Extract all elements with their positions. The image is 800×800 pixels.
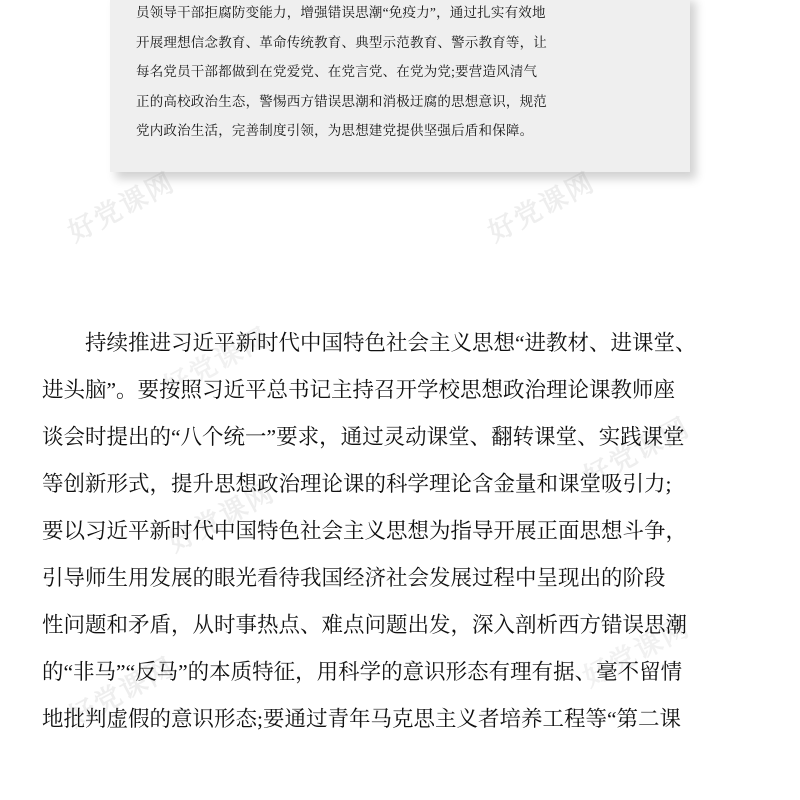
body-line: 谈会时提出的“八个统一”要求，通过灵动课堂、翻转课堂、实践课堂 bbox=[42, 425, 685, 449]
watermark: 好党课网 bbox=[578, 611, 695, 693]
body-line: 的“非马”“反马”的本质特征，用科学的意识形态有理有据、毫不留情 bbox=[42, 660, 683, 684]
watermark: 好党课网 bbox=[158, 321, 275, 403]
body-line: 性问题和矛盾，从时事热点、难点问题出发，深入剖析西方错误思潮 bbox=[42, 613, 688, 637]
body-line: 地批判虚假的意识形态;要通过青年马克思主义者培养工程等“第二课 bbox=[42, 707, 682, 730]
watermark: 好党课网 bbox=[483, 166, 600, 248]
body-line: 等创新形式，提升思想政治理论课的科学理论含金量和课堂吸引力; bbox=[42, 472, 672, 496]
document-body bbox=[42, 320, 758, 730]
inset-quote-card bbox=[110, 0, 690, 172]
watermark: 好党课网 bbox=[63, 651, 180, 733]
card-line: 正的高校政治生态，警惕西方错误思潮和消极迂腐的思想意识，规范 bbox=[136, 93, 547, 109]
card-line: 开展理想信念教育、革命传统教育、典型示范教育、警示教育等，让 bbox=[136, 34, 547, 50]
body-line: 持续推进习近平新时代中国特色社会主义思想“进教材、进课堂、 bbox=[85, 331, 697, 355]
watermark: 好党课网 bbox=[578, 411, 695, 493]
card-line: 每名党员干部都做到在党爱党、在党言党、在党为党;要营造风清气 bbox=[136, 64, 538, 79]
body-line: 要以习近平新时代中国特色社会主义思想为指导开展正面思想斗争， bbox=[42, 519, 688, 543]
watermark: 好党课网 bbox=[63, 166, 180, 248]
body-line: 引导师生用发展的眼光看待我国经济社会发展过程中呈现出的阶段 bbox=[42, 566, 666, 590]
watermark: 好党课网 bbox=[163, 476, 280, 558]
card-line: 员领导干部拒腐防变能力，增强错误思潮“免疫力”，通过扎实有效地 bbox=[136, 5, 546, 20]
body-line: 进头脑”。要按照习近平总书记主持召开学校思想政治理论课教师座 bbox=[42, 378, 676, 402]
card-line: 党内政治生活，完善制度引领，为思想建党提供坚强后盾和保障。 bbox=[136, 123, 534, 138]
